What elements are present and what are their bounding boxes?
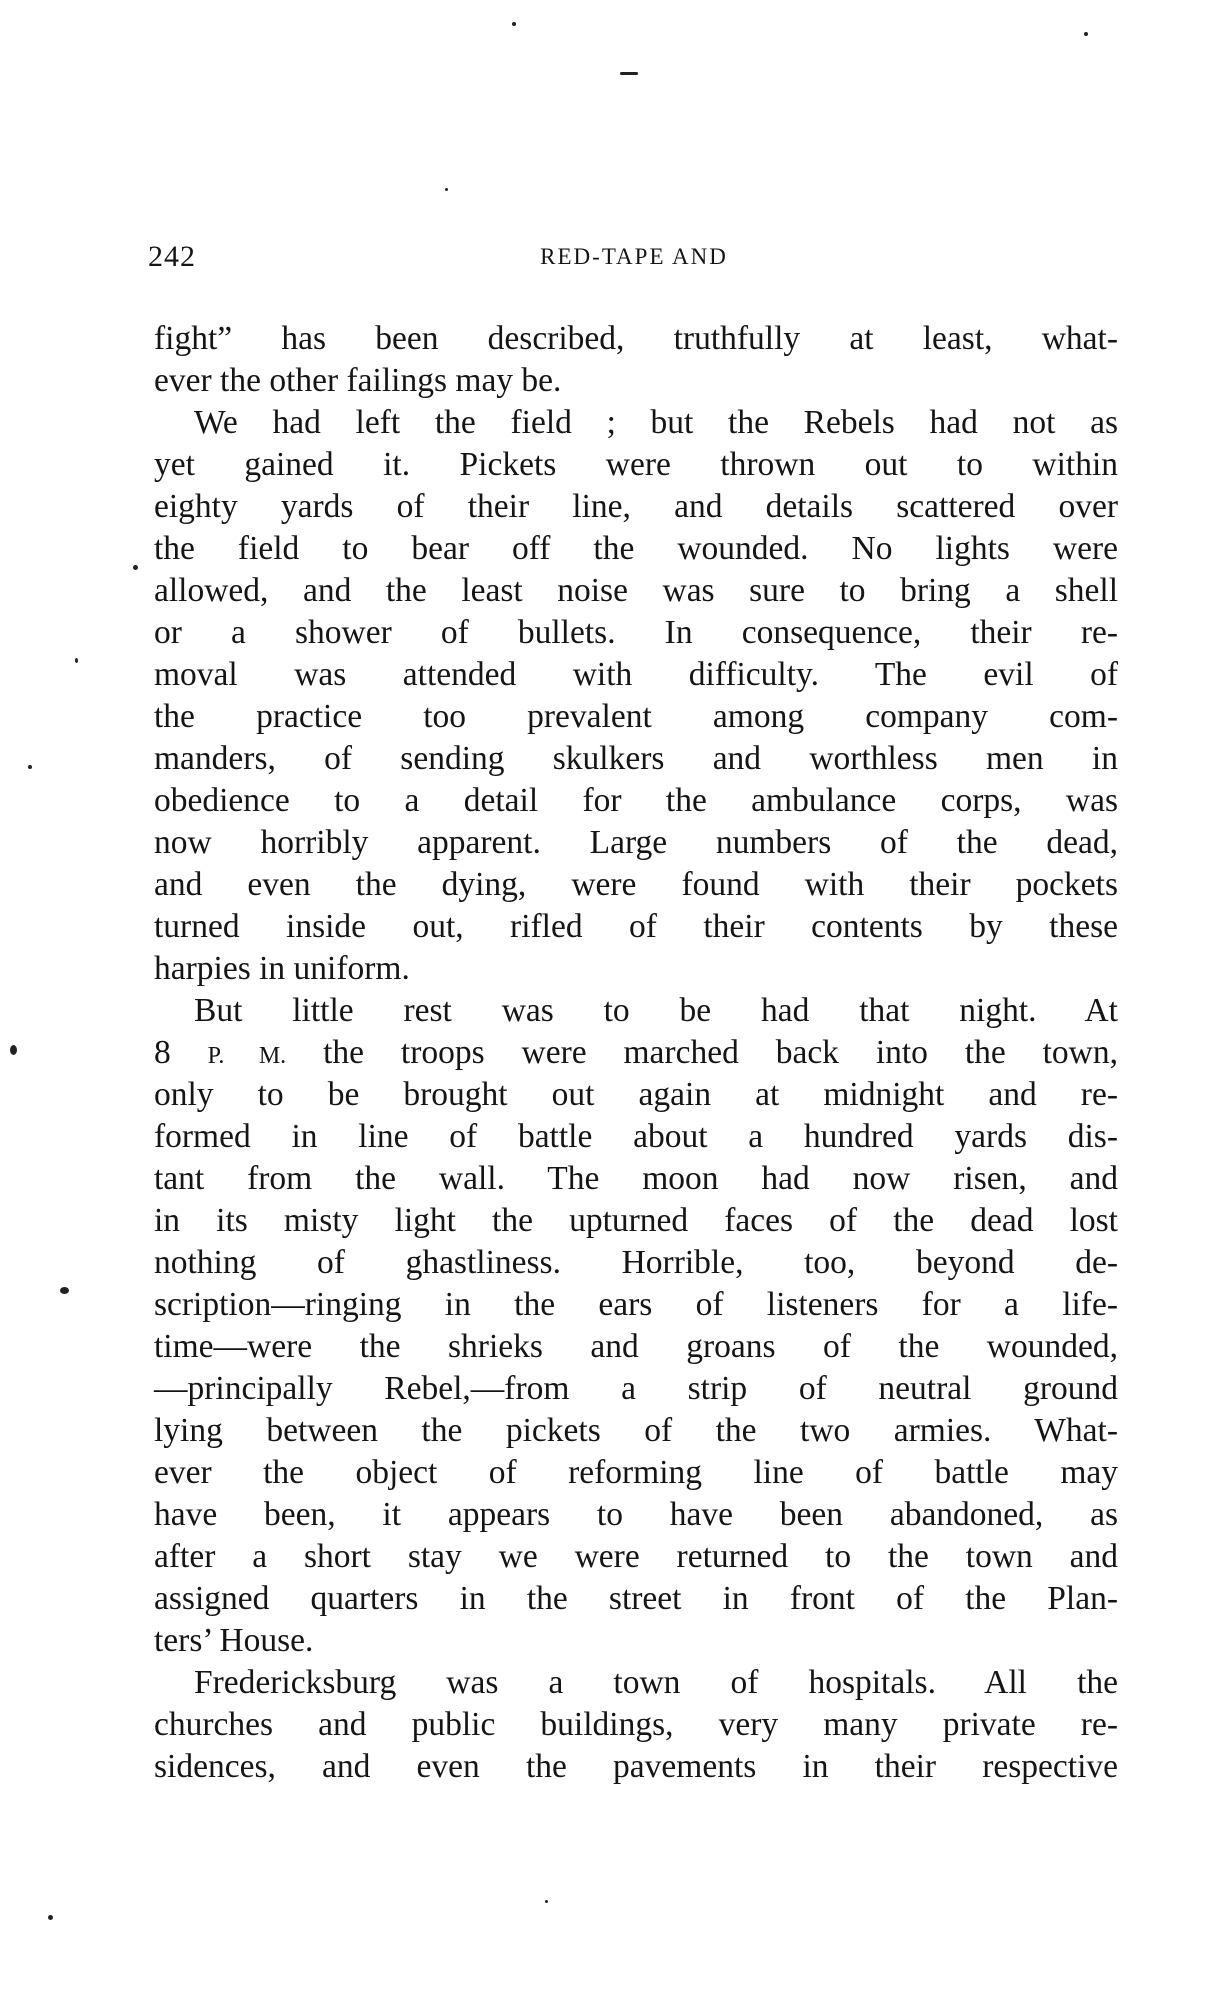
text-line: lying between the pickets of the two armies. What-	[154, 1412, 1118, 1449]
running-head: RED-TAPE AND	[540, 244, 728, 269]
scan-speck	[48, 1915, 53, 1920]
time-small-caps: P. M.	[207, 1043, 287, 1069]
text-line: assigned quarters in the street in front of the Plan-	[154, 1580, 1118, 1617]
scan-speck	[75, 658, 78, 663]
text-line: only to be brought out again at midnight and re-	[154, 1076, 1118, 1113]
scan-speck	[28, 765, 32, 769]
scan-speck	[620, 72, 638, 75]
text-line: after a short stay we were returned to the town and	[154, 1538, 1118, 1575]
text-line: ever the object of reforming line of battle may	[154, 1454, 1118, 1491]
text-line: the field to bear off the wounded. No lights were	[154, 530, 1118, 567]
text-line: Fredericksburg was a town of hospitals. All the	[194, 1664, 1118, 1701]
text-line: nothing of ghastliness. Horrible, too, beyond de-	[154, 1244, 1118, 1281]
body-text	[154, 318, 1118, 1788]
text-line: sidences, and even the pavements in their respective	[154, 1748, 1118, 1785]
text-line: or a shower of bullets. In consequence, their re-	[154, 614, 1118, 651]
text-line: have been, it appears to have been abandoned, as	[154, 1496, 1118, 1533]
text-line: the practice too prevalent among company com-	[154, 698, 1118, 735]
text-line: scription—ringing in the ears of listeners for a life-	[154, 1286, 1118, 1323]
text-line: harpies in uniform.	[154, 950, 410, 987]
text-line: fight” has been described, truthfully at least, what-	[154, 320, 1118, 357]
scan-speck	[133, 565, 138, 570]
text-line: yet gained it. Pickets were thrown out to within	[154, 446, 1118, 483]
scan-speck	[1084, 32, 1088, 36]
text-line: obedience to a detail for the ambulance corps, was	[154, 782, 1118, 819]
text-line: time—were the shrieks and groans of the wounded,	[154, 1328, 1118, 1365]
scan-speck	[545, 1900, 548, 1903]
page-header	[148, 240, 1120, 280]
scan-speck	[512, 22, 516, 26]
text-line: eighty yards of their line, and details scattered over	[154, 488, 1118, 525]
text-line-with-time	[154, 1032, 1118, 1074]
scan-speck	[445, 188, 448, 191]
text-line-rest: the troops were marched back into the town,	[323, 1034, 1119, 1071]
text-line: formed in line of battle about a hundred yards dis-	[154, 1118, 1118, 1155]
text-line: and even the dying, were found with their pockets	[154, 866, 1118, 903]
text-line: manders, of sending skulkers and worthless men in	[154, 740, 1118, 777]
text-line: But little rest was to be had that night. At	[194, 992, 1118, 1029]
text-line: tant from the wall. The moon had now risen, and	[154, 1160, 1118, 1197]
text-line: ters’ House.	[154, 1622, 314, 1659]
text-line: We had left the field ; but the Rebels had not as	[194, 404, 1118, 441]
scan-speck	[10, 1045, 17, 1055]
page-number: 242	[148, 240, 196, 273]
text-line: —principally Rebel,—from a strip of neutral ground	[154, 1370, 1118, 1407]
text-line: turned inside out, rifled of their contents by these	[154, 908, 1118, 945]
text-line: allowed, and the least noise was sure to bring a shell	[154, 572, 1118, 609]
text-line: moval was attended with difficulty. The evil of	[154, 656, 1118, 693]
time-number: 8	[154, 1034, 171, 1071]
text-line: ever the other failings may be.	[154, 362, 562, 399]
text-line: in its misty light the upturned faces of the dead lost	[154, 1202, 1118, 1239]
text-line: churches and public buildings, very many private re-	[154, 1706, 1118, 1743]
text-line: now horribly apparent. Large numbers of the dead,	[154, 824, 1118, 861]
scan-speck	[60, 1287, 69, 1294]
